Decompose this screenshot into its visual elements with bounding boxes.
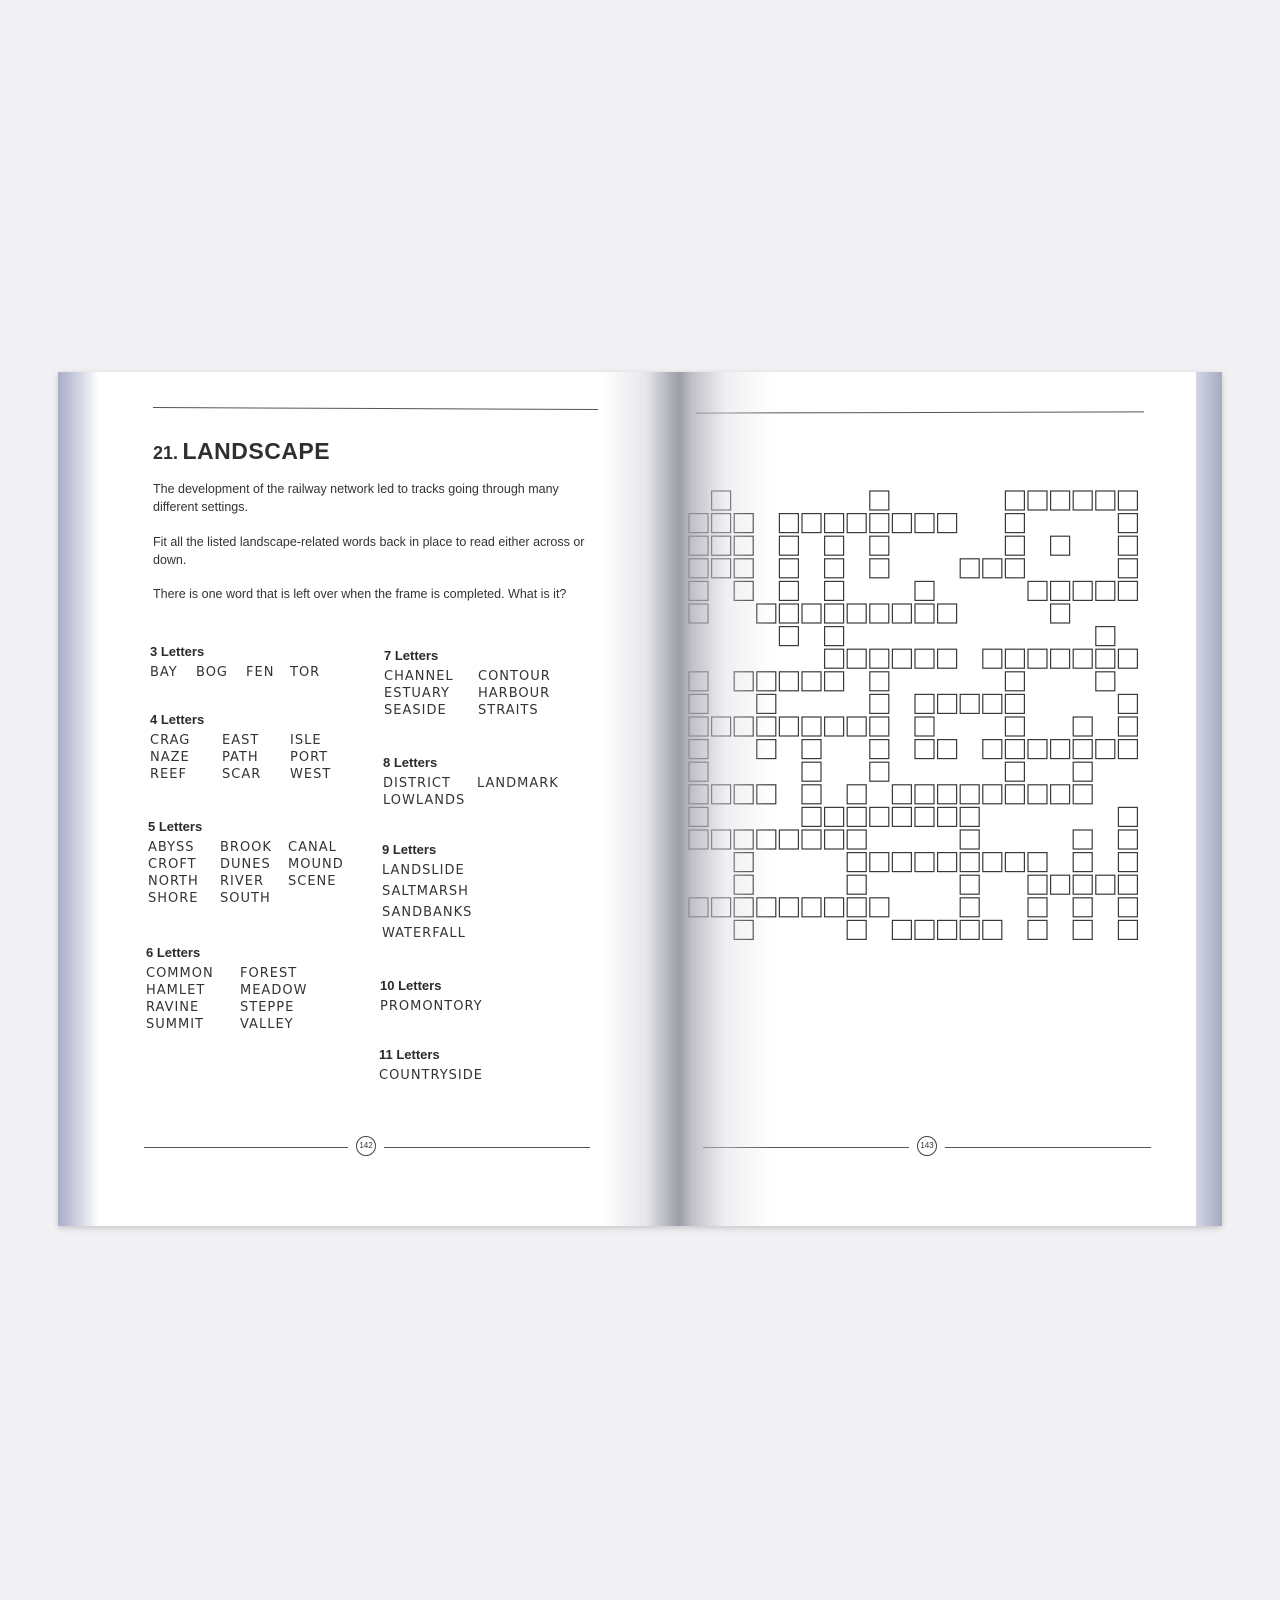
grid-cell <box>802 785 821 804</box>
grid-cell <box>825 581 844 600</box>
grid-cell <box>712 536 731 555</box>
grid-cell <box>847 853 866 872</box>
crossword-frame-grid <box>688 490 1150 940</box>
grid-cell <box>1005 514 1024 533</box>
grid-cell <box>983 649 1002 668</box>
word: SUMMIT <box>146 1017 204 1032</box>
grid-cell <box>847 875 866 894</box>
grid-cell <box>892 649 911 668</box>
word: BAY <box>150 665 178 680</box>
grid-cell <box>825 898 844 917</box>
grid-cell <box>1028 875 1047 894</box>
grid-cell <box>1005 740 1024 759</box>
grid-cell <box>734 581 753 600</box>
grid-cell <box>825 717 844 736</box>
word-group-11-letters <box>379 1047 483 1089</box>
top-rule-left <box>153 407 598 410</box>
grid-cell <box>915 717 934 736</box>
grid-cell <box>757 717 776 736</box>
grid-cell <box>689 559 708 578</box>
footer-rule <box>144 1147 348 1148</box>
grid-cell <box>870 672 889 691</box>
grid-cell <box>847 898 866 917</box>
grid-cell <box>689 581 708 600</box>
grid-cell <box>712 830 731 849</box>
grid-cell <box>1118 491 1137 510</box>
word-group-8-letters <box>383 755 577 808</box>
grid-cell <box>915 649 934 668</box>
word: ABYSS <box>148 840 195 855</box>
grid-cell <box>870 694 889 713</box>
word: MOUND <box>288 857 344 872</box>
grid-cell <box>870 807 889 826</box>
grid-cell <box>1073 717 1092 736</box>
grid-cell <box>870 762 889 781</box>
grid-cell <box>1028 491 1047 510</box>
grid-cell <box>689 694 708 713</box>
grid-cell <box>757 672 776 691</box>
word-group-5-letters <box>148 819 358 906</box>
grid-cell <box>689 830 708 849</box>
grid-cell <box>1051 581 1070 600</box>
grid-cell <box>915 694 934 713</box>
group-heading: 7 Letters <box>384 648 439 663</box>
word: REEF <box>150 767 187 782</box>
grid-cell <box>1073 785 1092 804</box>
word: VALLEY <box>240 1017 294 1032</box>
top-rule-right <box>696 411 1144 413</box>
word: STEPPE <box>240 1000 295 1015</box>
group-heading: 3 Letters <box>150 644 205 659</box>
word: CANAL <box>288 840 337 855</box>
word: NAZE <box>150 750 190 765</box>
grid-cell <box>1051 536 1070 555</box>
grid-cell <box>1118 649 1137 668</box>
grid-cell <box>847 604 866 623</box>
group-heading: 6 Letters <box>146 945 201 960</box>
grid-cell <box>915 853 934 872</box>
word: MEADOW <box>240 983 308 998</box>
grid-cell <box>802 740 821 759</box>
instruction-paragraph: Fit all the listed landscape-related words back in place to read either across or down. <box>153 535 585 567</box>
footer-rule <box>384 1147 590 1148</box>
word: BROOK <box>220 840 272 855</box>
word-group-6-letters <box>146 945 320 1032</box>
grid-cell <box>938 807 957 826</box>
grid-cell <box>1118 740 1137 759</box>
grid-cell <box>915 785 934 804</box>
grid-cell <box>825 627 844 646</box>
word: STRAITS <box>478 703 539 718</box>
grid-cell <box>1051 740 1070 759</box>
word-group-9-letters <box>382 842 472 947</box>
word: CHANNEL <box>384 669 454 684</box>
grid-cell <box>779 672 798 691</box>
grid-cell <box>779 604 798 623</box>
book-cover-edge-left <box>58 372 98 1226</box>
word: PATH <box>222 750 259 765</box>
word: DISTRICT <box>383 776 451 791</box>
grid-cell <box>779 717 798 736</box>
grid-cell <box>960 920 979 939</box>
grid-cell <box>915 581 934 600</box>
grid-cell <box>734 920 753 939</box>
grid-cell <box>757 785 776 804</box>
grid-cell <box>757 694 776 713</box>
grid-cell <box>960 785 979 804</box>
grid-cell <box>892 514 911 533</box>
grid-cell <box>1118 853 1137 872</box>
word: PROMONTORY <box>380 999 483 1014</box>
grid-cell <box>757 898 776 917</box>
grid-cell <box>1096 649 1115 668</box>
grid-cell <box>1005 559 1024 578</box>
word: CRAG <box>150 733 191 748</box>
grid-cell <box>1028 898 1047 917</box>
grid-cell <box>757 740 776 759</box>
grid-cell <box>938 514 957 533</box>
grid-cell <box>825 672 844 691</box>
grid-cell <box>734 536 753 555</box>
grid-cell <box>712 491 731 510</box>
group-heading: 4 Letters <box>150 712 205 727</box>
grid-cell <box>1073 762 1092 781</box>
grid-cell <box>938 694 957 713</box>
grid-cell <box>689 807 708 826</box>
word: CROFT <box>148 857 197 872</box>
grid-cell <box>1005 785 1024 804</box>
grid-cell <box>1118 898 1137 917</box>
grid-cell <box>1096 672 1115 691</box>
word: HARBOUR <box>478 686 551 701</box>
grid-cell <box>983 694 1002 713</box>
group-heading: 8 Letters <box>383 755 438 770</box>
grid-cell <box>847 717 866 736</box>
word: BOG <box>196 665 228 680</box>
question-paragraph: There is one word that is left over when the frame is completed. What is it? <box>153 587 567 601</box>
footer-rule <box>945 1147 1151 1148</box>
book-cover-edge-right <box>1196 372 1222 1226</box>
grid-cell <box>870 898 889 917</box>
grid-cell <box>960 559 979 578</box>
grid-cell <box>802 762 821 781</box>
grid-cell <box>757 830 776 849</box>
grid-cell <box>1118 559 1137 578</box>
grid-cell <box>1096 491 1115 510</box>
grid-cell <box>870 491 889 510</box>
grid-cell <box>1005 491 1024 510</box>
grid-cell <box>825 830 844 849</box>
word: FEN <box>246 665 275 680</box>
grid-cell <box>960 898 979 917</box>
grid-cell <box>983 853 1002 872</box>
grid-cell <box>938 920 957 939</box>
grid-cell <box>734 672 753 691</box>
grid-cell <box>892 853 911 872</box>
grid-cell <box>779 898 798 917</box>
grid-cell <box>892 807 911 826</box>
grid-cell <box>757 604 776 623</box>
grid-cell <box>1118 920 1137 939</box>
grid-cell <box>870 740 889 759</box>
grid-cell <box>1005 762 1024 781</box>
puzzle-name: LANDSCAPE <box>182 438 331 464</box>
grid-cell <box>915 740 934 759</box>
page-footer-right <box>703 1136 1153 1158</box>
grid-cell <box>870 536 889 555</box>
open-book <box>58 372 1222 1226</box>
grid-cell <box>915 920 934 939</box>
grid-cell <box>1096 581 1115 600</box>
grid-cell <box>960 853 979 872</box>
group-heading: 5 Letters <box>148 819 203 834</box>
grid-cell <box>938 649 957 668</box>
grid-cell <box>1051 785 1070 804</box>
page-footer-left <box>144 1136 594 1158</box>
word: DUNES <box>220 857 271 872</box>
grid-cell <box>1051 491 1070 510</box>
grid-cell <box>1073 740 1092 759</box>
grid-cell <box>734 830 753 849</box>
grid-cell <box>1028 649 1047 668</box>
grid-cell <box>892 920 911 939</box>
grid-cell <box>1005 536 1024 555</box>
grid-cell <box>712 514 731 533</box>
grid-cell <box>1096 740 1115 759</box>
word: ISLE <box>290 733 322 748</box>
word: SHORE <box>148 891 199 906</box>
grid-cell <box>734 875 753 894</box>
grid-cell <box>983 785 1002 804</box>
grid-cell <box>938 853 957 872</box>
word: NORTH <box>148 874 199 889</box>
grid-cell <box>1073 581 1092 600</box>
grid-cell <box>1028 920 1047 939</box>
group-heading: 10 Letters <box>380 978 442 993</box>
grid-cell <box>892 785 911 804</box>
word: SANDBANKS <box>382 905 473 920</box>
grid-cell <box>802 717 821 736</box>
grid-cell <box>847 785 866 804</box>
word: RAVINE <box>146 1000 200 1015</box>
word: SCAR <box>222 767 262 782</box>
word: ESTUARY <box>384 686 450 701</box>
word: LANDMARK <box>477 776 559 791</box>
word: WEST <box>290 767 332 782</box>
word: RIVER <box>220 874 265 889</box>
grid-cell <box>870 853 889 872</box>
grid-cell <box>1073 898 1092 917</box>
word: SEASIDE <box>384 703 447 718</box>
grid-cell <box>1051 604 1070 623</box>
word: PORT <box>290 750 329 765</box>
grid-cell <box>825 559 844 578</box>
grid-cell <box>1073 830 1092 849</box>
grid-cell <box>734 514 753 533</box>
grid-cell <box>734 898 753 917</box>
word: LANDSLIDE <box>382 863 465 878</box>
puzzle-title <box>153 438 330 465</box>
word: EAST <box>222 733 260 748</box>
grid-cell <box>779 830 798 849</box>
footer-rule <box>703 1147 909 1148</box>
intro-paragraph: The development of the railway network led to tracks going through many different settings. <box>153 482 559 514</box>
grid-cell <box>825 649 844 668</box>
grid-cell <box>689 536 708 555</box>
group-heading: 9 Letters <box>382 842 437 857</box>
grid-cell <box>1028 581 1047 600</box>
word: SOUTH <box>220 891 271 906</box>
grid-cell <box>734 853 753 872</box>
grid-cell <box>1073 491 1092 510</box>
grid-cell <box>712 717 731 736</box>
grid-cell <box>825 807 844 826</box>
word-group-4-letters <box>150 712 350 782</box>
grid-cell <box>734 717 753 736</box>
grid-cell <box>870 717 889 736</box>
grid-cell <box>960 694 979 713</box>
grid-cell <box>689 762 708 781</box>
grid-cell <box>712 785 731 804</box>
grid-cell <box>1118 581 1137 600</box>
grid-cell <box>779 559 798 578</box>
grid-cell <box>802 807 821 826</box>
grid-cell <box>1005 717 1024 736</box>
grid-cell <box>1118 875 1137 894</box>
grid-cell <box>1118 830 1137 849</box>
grid-cell <box>915 604 934 623</box>
grid-cell <box>1118 717 1137 736</box>
grid-cell <box>689 514 708 533</box>
word-group-7-letters <box>384 648 568 718</box>
grid-cell <box>1005 649 1024 668</box>
grid-cell <box>847 649 866 668</box>
grid-cell <box>825 536 844 555</box>
grid-cell <box>1028 853 1047 872</box>
puzzle-number: 21. <box>153 443 179 463</box>
grid-cell <box>892 604 911 623</box>
grid-cell <box>689 785 708 804</box>
grid-cell <box>1005 672 1024 691</box>
grid-cell <box>870 604 889 623</box>
grid-cell <box>847 920 866 939</box>
word: CONTOUR <box>478 669 551 684</box>
grid-cell <box>870 559 889 578</box>
grid-cell <box>1028 740 1047 759</box>
grid-cell <box>1051 875 1070 894</box>
grid-cell <box>689 740 708 759</box>
grid-cell <box>1028 785 1047 804</box>
grid-cell <box>689 672 708 691</box>
grid-cell <box>779 514 798 533</box>
grid-cell <box>983 559 1002 578</box>
word-group-3-letters <box>150 644 330 680</box>
grid-cell <box>983 920 1002 939</box>
word: FOREST <box>240 966 298 981</box>
grid-cell <box>1073 875 1092 894</box>
word: TOR <box>290 665 321 680</box>
grid-cell <box>802 830 821 849</box>
grid-cell <box>802 604 821 623</box>
grid-cell <box>1005 853 1024 872</box>
page-number: 142 <box>356 1136 376 1156</box>
grid-cell <box>960 830 979 849</box>
grid-cell <box>734 785 753 804</box>
grid-cell <box>1073 649 1092 668</box>
grid-cell <box>689 604 708 623</box>
grid-cell <box>983 740 1002 759</box>
grid-cell <box>802 672 821 691</box>
grid-cell <box>1096 875 1115 894</box>
group-heading: 11 Letters <box>379 1047 440 1062</box>
grid-cell <box>689 717 708 736</box>
page-number: 143 <box>917 1136 937 1156</box>
grid-cell <box>938 785 957 804</box>
grid-cell <box>847 830 866 849</box>
grid-cell <box>1096 627 1115 646</box>
grid-cell <box>1073 920 1092 939</box>
grid-cell <box>712 898 731 917</box>
grid-cell <box>825 514 844 533</box>
word: SCENE <box>288 874 337 889</box>
grid-cell <box>938 604 957 623</box>
grid-cell <box>712 559 731 578</box>
grid-cell <box>1118 694 1137 713</box>
grid-cell <box>825 604 844 623</box>
grid-cell <box>960 807 979 826</box>
grid-cell <box>802 898 821 917</box>
grid-cell <box>847 514 866 533</box>
grid-cell <box>938 740 957 759</box>
grid-cell <box>1073 853 1092 872</box>
grid-cell <box>915 807 934 826</box>
grid-cell <box>1051 649 1070 668</box>
grid-cell <box>689 898 708 917</box>
grid-cell <box>870 649 889 668</box>
grid-cell <box>1005 694 1024 713</box>
grid-cell <box>734 559 753 578</box>
grid-cell <box>1118 514 1137 533</box>
grid-cell <box>1118 807 1137 826</box>
grid-cell <box>779 536 798 555</box>
grid-cell <box>960 875 979 894</box>
word: LOWLANDS <box>383 793 466 808</box>
word: COUNTRYSIDE <box>379 1068 483 1083</box>
grid-cell <box>779 581 798 600</box>
word: SALTMARSH <box>382 884 469 899</box>
word: HAMLET <box>146 983 206 998</box>
grid-cell <box>915 514 934 533</box>
grid-cell <box>779 627 798 646</box>
grid-cell <box>870 514 889 533</box>
word-group-10-letters <box>380 978 483 1020</box>
word: WATERFALL <box>382 926 466 941</box>
grid-cell <box>802 514 821 533</box>
grid-cell <box>847 807 866 826</box>
word: COMMON <box>146 966 214 981</box>
grid-cell <box>1118 536 1137 555</box>
